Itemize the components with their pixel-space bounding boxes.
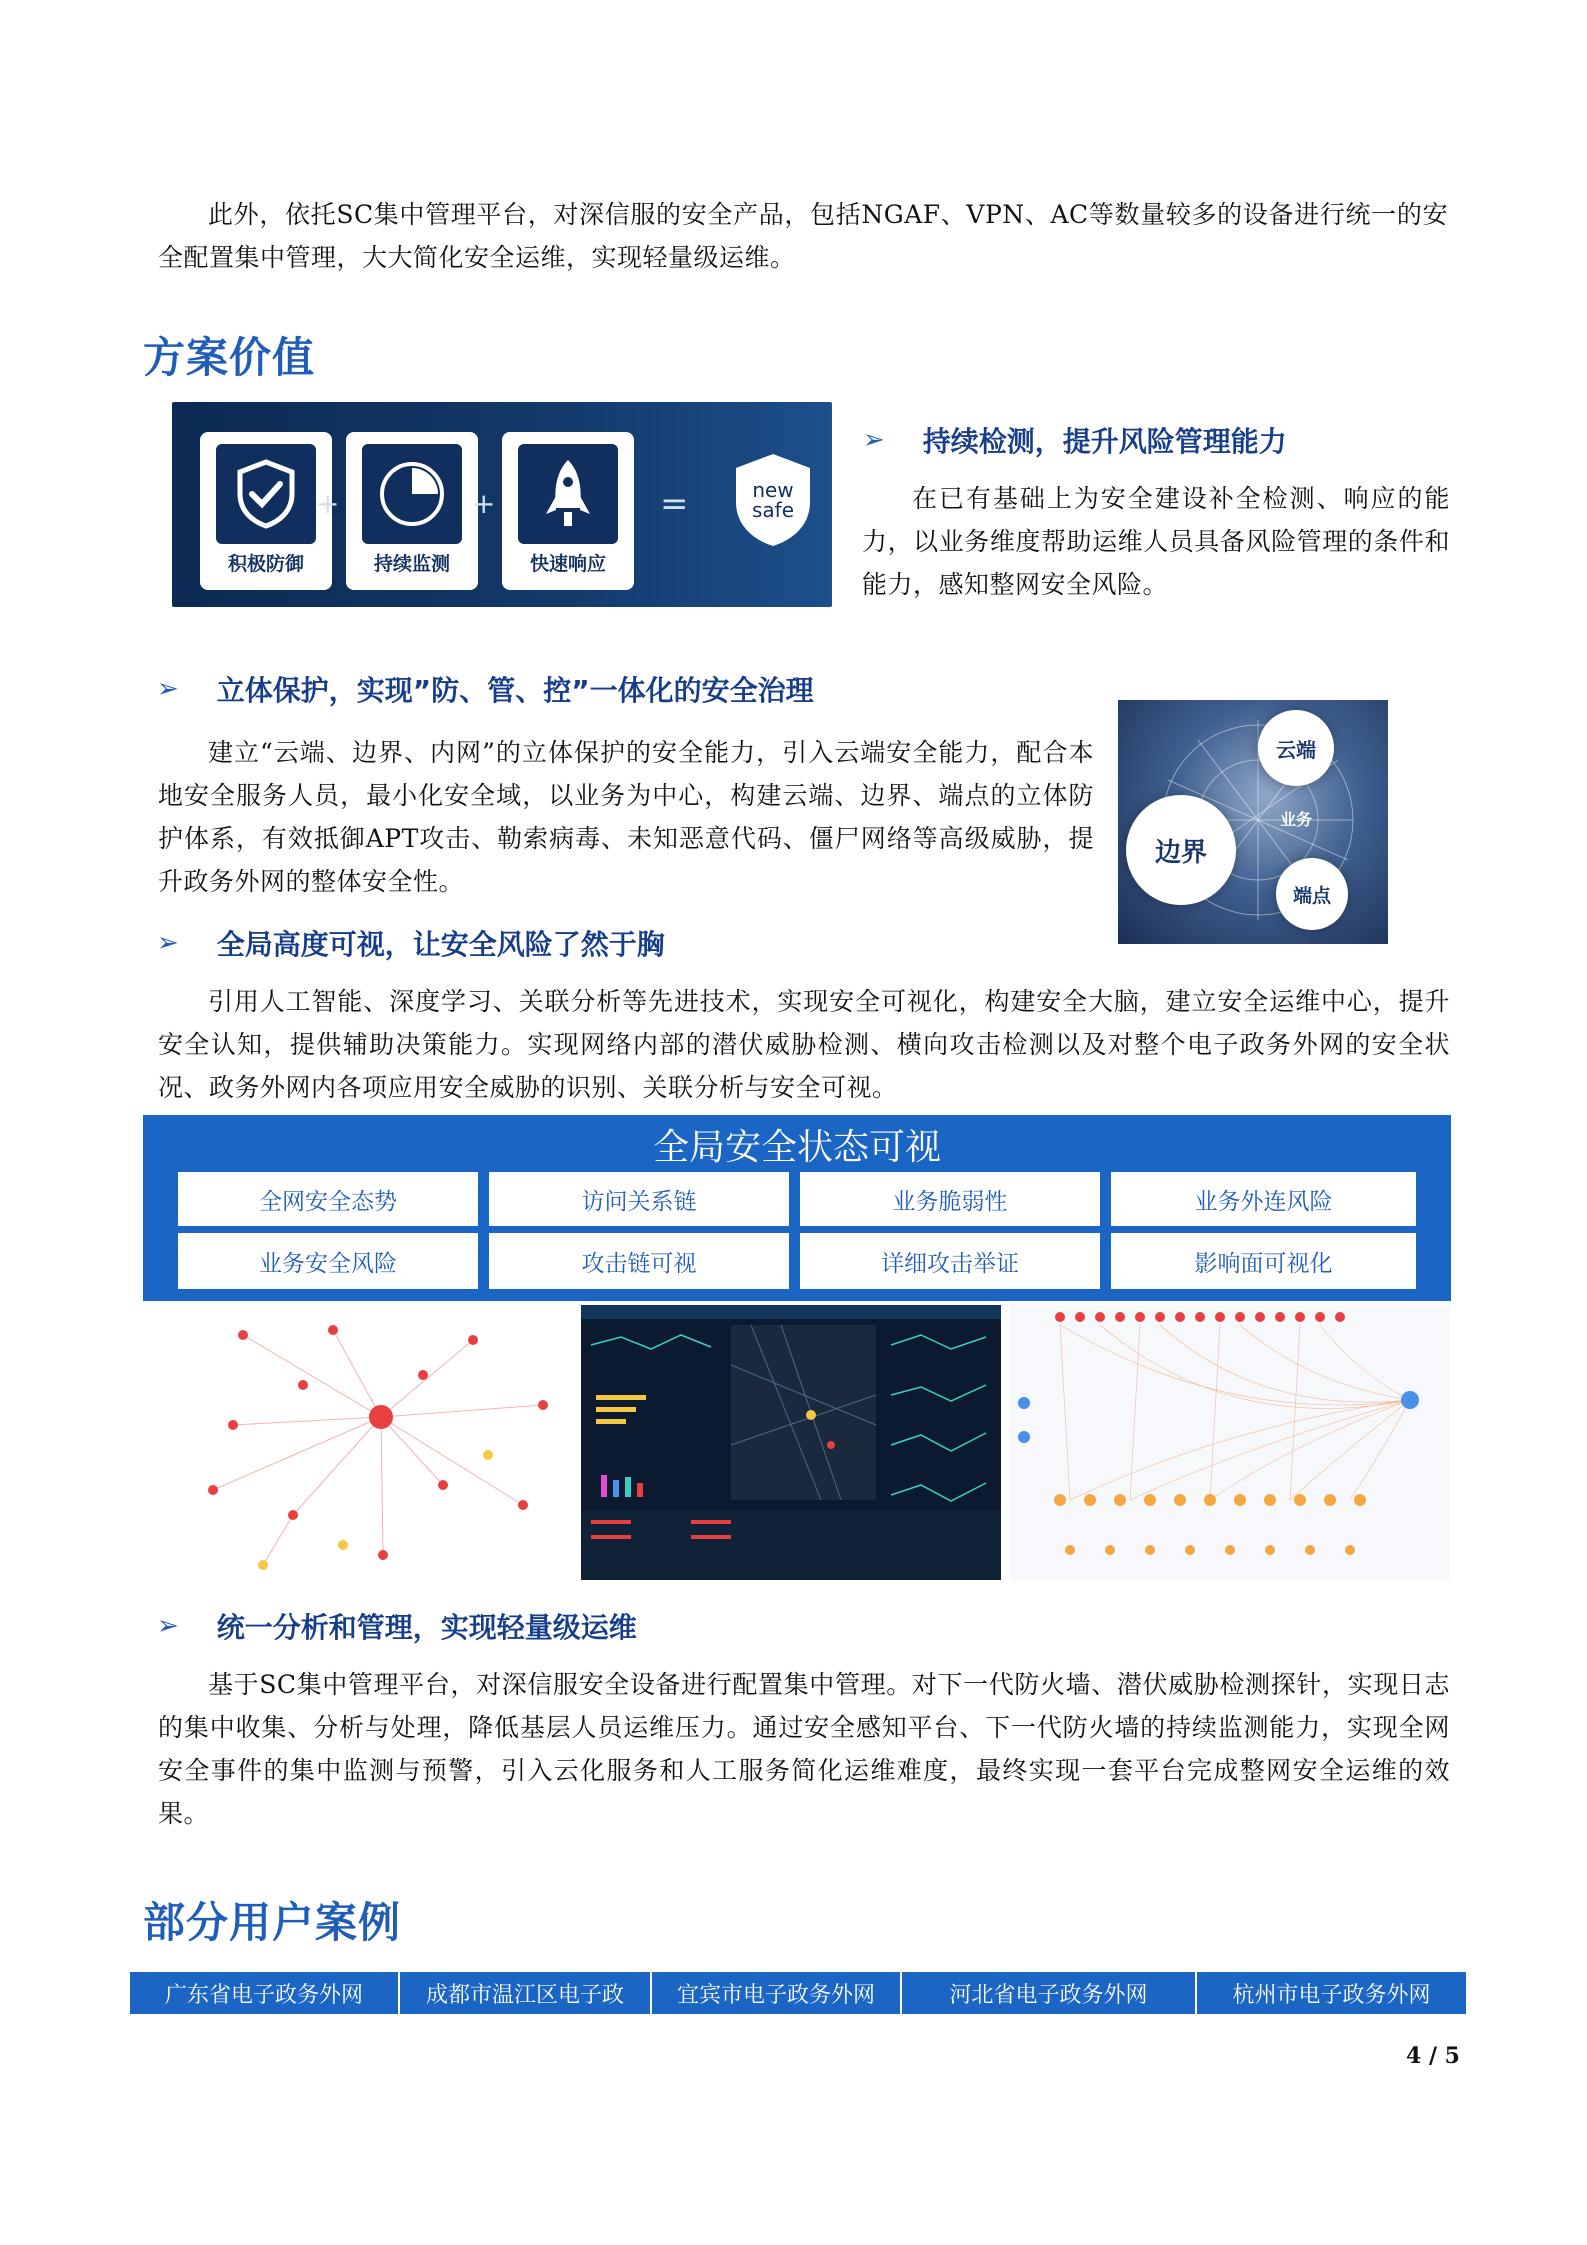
- case-cell: 宜宾市电子政务外网: [652, 1972, 902, 2014]
- visual-status-banner: [143, 1115, 1451, 1301]
- item2-paragraph: 建立“云端、边界、内网”的立体保护的安全能力，引入云端安全能力，配合本地安全服务人员，最小化安全域，以业务为中心，构建云端、边界、端点的立体防护体系，有效抵御APT攻击、勒索病毒、未知恶意代码、僵尸网络等高级威胁，提升政务外网的整体安全性。: [158, 738, 1094, 896]
- badge-line-1: new: [752, 478, 794, 502]
- shield-check-icon: [216, 444, 316, 544]
- item3-paragraph: 引用人工智能、深度学习、关联分析等先进技术，实现安全可视化，构建安全大脑，建立安全运维中心，提升安全认知，提供辅助决策能力。实现网络内部的潜伏威胁检测、横向攻击检测以及对整个电子政务外网的安全状况、政务外网内各项应用安全威胁的识别、关联分析与安全可视。: [158, 987, 1450, 1102]
- visual-cell: 全网安全态势: [178, 1172, 478, 1226]
- section-title-cases: 部分用户案例: [143, 1898, 402, 1947]
- new-safe-badge: [732, 452, 814, 548]
- arrow-bullet-icon: ➢: [157, 674, 179, 704]
- equals-sign: =: [660, 484, 689, 524]
- intro-paragraph: 此外，依托SC集中管理平台，对深信服的安全产品，包括NGAF、VPN、AC等数量较多的设备进行统一的安全配置集中管理，大大简化安全运维，实现轻量级运维。: [158, 200, 1448, 272]
- bubble-cloud: 云端: [1258, 710, 1334, 786]
- arrow-bullet-icon: ➢: [157, 1611, 179, 1641]
- page-number: 4 / 5: [1406, 2043, 1460, 2069]
- item1-heading-text: 持续检测，提升风险管理能力: [922, 425, 1287, 458]
- visual-cell: 详细攻击举证: [800, 1233, 1100, 1289]
- rocket-icon: [518, 444, 618, 544]
- case-cell: 河北省电子政务外网: [902, 1972, 1197, 2014]
- item1-paragraph: 在已有基础上为安全建设补全检测、响应的能力，以业务维度帮助运维人员具备风险管理的条件和能力，感知整网安全风险。: [862, 484, 1450, 599]
- banner-title: 全局安全状态可视: [652, 1127, 941, 1168]
- visual-cell: 影响面可视化: [1111, 1233, 1416, 1289]
- card-continuous-monitoring: [346, 432, 478, 590]
- visual-cell: 访问关系链: [489, 1172, 789, 1226]
- item2-heading-text: 立体保护，实现”防、管、控”一体化的安全治理: [216, 674, 814, 707]
- arrow-bullet-icon: ➢: [863, 425, 885, 455]
- item1-heading: [863, 420, 1287, 460]
- user-cases-table: [130, 1972, 1466, 2014]
- item4-heading: [157, 1606, 637, 1646]
- visual-cell: 业务安全风险: [178, 1233, 478, 1289]
- card-quick-response: [502, 432, 634, 590]
- external-risk-screenshot: [1010, 1305, 1450, 1580]
- card-active-defense: [200, 432, 332, 590]
- badge-line-2: safe: [751, 498, 795, 522]
- clock-dial-icon: [362, 444, 462, 544]
- case-cell: 成都市温江区电子政: [400, 1972, 652, 2014]
- visual-cell: 业务外连风险: [1111, 1172, 1416, 1226]
- bubble-endpoint: 端点: [1276, 858, 1348, 930]
- item4-paragraph: 基于SC集中管理平台，对深信服安全设备进行配置集中管理。对下一代防火墙、潜伏威胁检测探针，实现日志的集中收集、分析与处理，降低基层人员运维压力。通过安全感知平台、下一代防火墙的持续监测能力，实现全网安全事件的集中监测与预警，引入云化服务和人工服务简化运维难度，最终实现一套平台完成整网安全运维的效果。: [158, 1670, 1450, 1828]
- arrow-bullet-icon: ➢: [157, 928, 179, 958]
- card-label: 积极防御: [227, 553, 304, 575]
- section-title-value: 方案价值: [143, 333, 316, 382]
- item3-heading: [157, 923, 665, 963]
- visual-cell: 攻击链可视: [489, 1233, 789, 1289]
- bubble-business: 业务: [1279, 809, 1312, 829]
- visual-cell: 业务脆弱性: [800, 1172, 1100, 1226]
- item4-heading-text: 统一分析和管理，实现轻量级运维: [216, 1611, 637, 1644]
- attack-graph-screenshot: [143, 1305, 573, 1580]
- security-dashboard-screenshot: [581, 1305, 1001, 1580]
- defense-graphic-panel: [172, 402, 832, 607]
- plus-sign: +: [472, 487, 496, 520]
- protection-sphere-panel: [1118, 700, 1388, 944]
- plus-sign: +: [316, 487, 340, 520]
- case-cell: 杭州市电子政务外网: [1232, 1982, 1431, 2008]
- card-label: 持续监测: [373, 553, 450, 575]
- item2-heading: [157, 669, 814, 709]
- card-label: 快速响应: [529, 553, 606, 575]
- case-cell: 广东省电子政务外网: [130, 1972, 400, 2014]
- bubble-boundary: 边界: [1126, 795, 1236, 905]
- item3-heading-text: 全局高度可视，让安全风险了然于胸: [216, 928, 665, 961]
